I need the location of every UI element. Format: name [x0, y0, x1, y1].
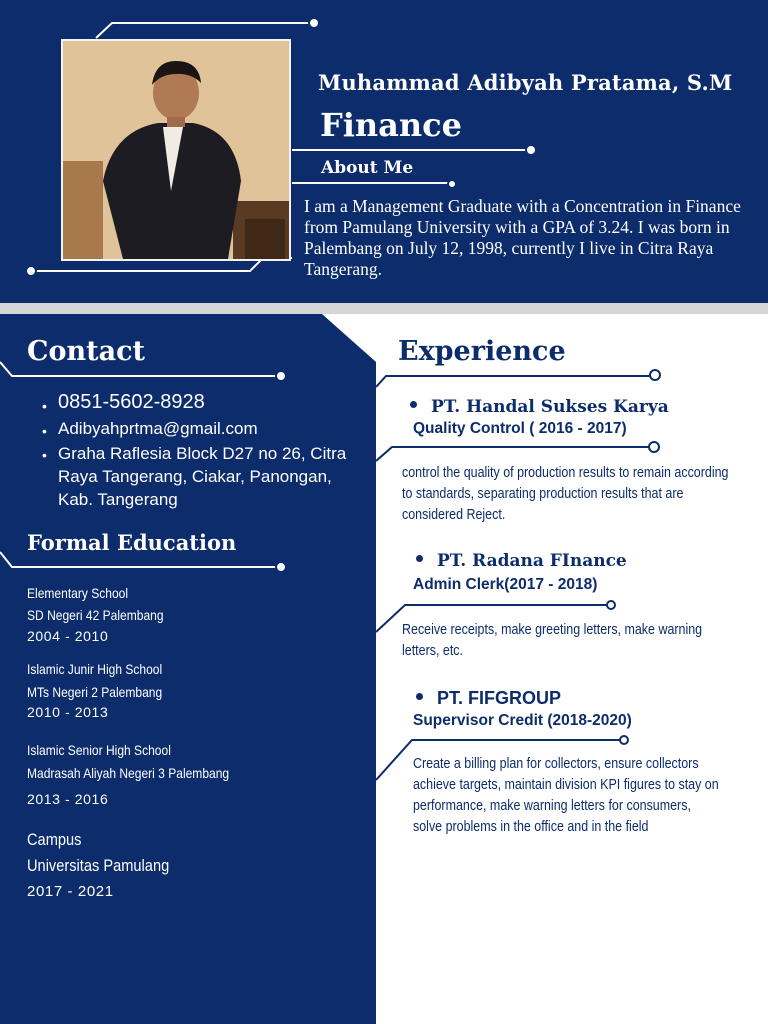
education-years: 2017 - 2021: [27, 883, 114, 900]
education-level: Campus: [27, 830, 82, 849]
education-level: Islamic Junir High School: [27, 661, 163, 677]
divider-strip: [0, 303, 768, 314]
education-level: Islamic Senior High School: [27, 742, 171, 758]
experience-position: Admin Clerk(2017 - 2018): [413, 576, 598, 593]
about-me-heading: About Me: [321, 158, 414, 178]
job-title: Finance: [320, 106, 462, 144]
phone-number: • 0851-5602-8928: [42, 390, 362, 414]
education-years: 2010 - 2013: [27, 704, 109, 720]
experience-company: PT. FIFGROUP: [416, 688, 561, 709]
about-me-text: I am a Management Graduate with a Concentration in Finance from Pamulang University with a GPA of 3.24. I was born in Palembang on July 12, 1998, currently I live in Citra Raya Tangerang.: [304, 196, 741, 279]
bullet-icon: [416, 693, 423, 700]
experience-company: PT. Handal Sukses Karya: [410, 397, 669, 417]
education-years: 2013 - 2016: [27, 791, 109, 807]
email-address: • Adibyahprtma@gmail.com: [42, 418, 362, 440]
contact-list: [42, 390, 362, 511]
bullet-icon: [410, 401, 417, 408]
experience-description: Create a billing plan for collectors, ensure collectors achieve targets, maintain division KPI figures to stay on performance, make warning letters for consumers, solve problems in the office and in the field: [413, 756, 719, 835]
experience-description: Receive receipts, make greeting letters, make warning letters, etc.: [402, 622, 703, 659]
experience-company: PT. Radana FInance: [416, 551, 627, 571]
home-address: • Graha Raflesia Block D27 no 26, Citra Raya Tangerang, Ciakar, Panongan, Kab. Tangerang: [42, 442, 362, 511]
profile-photo: [61, 39, 291, 261]
education-level: Elementary School: [27, 585, 129, 601]
contact-heading: Contact: [27, 336, 146, 367]
education-school: Universitas Pamulang: [27, 856, 170, 875]
person-image: [63, 41, 289, 259]
bullet-icon: [416, 555, 423, 562]
experience-position: Supervisor Credit (2018-2020): [413, 712, 632, 729]
education-school: MTs Negeri 2 Palembang: [27, 684, 163, 700]
experience-heading: Experience: [398, 336, 566, 367]
education-school: SD Negeri 42 Palembang: [27, 607, 164, 623]
experience-description: control the quality of production results to remain according to standards, separating production results that are considered Reject.: [402, 465, 729, 523]
education-heading: Formal Education: [27, 530, 237, 555]
education-school: Madrasah Aliyah Negeri 3 Palembang: [27, 765, 230, 781]
education-years: 2004 - 2010: [27, 628, 109, 644]
experience-position: Quality Control ( 2016 - 2017): [413, 420, 627, 437]
person-name: Muhammad Adibyah Pratama, S.M: [318, 70, 733, 95]
